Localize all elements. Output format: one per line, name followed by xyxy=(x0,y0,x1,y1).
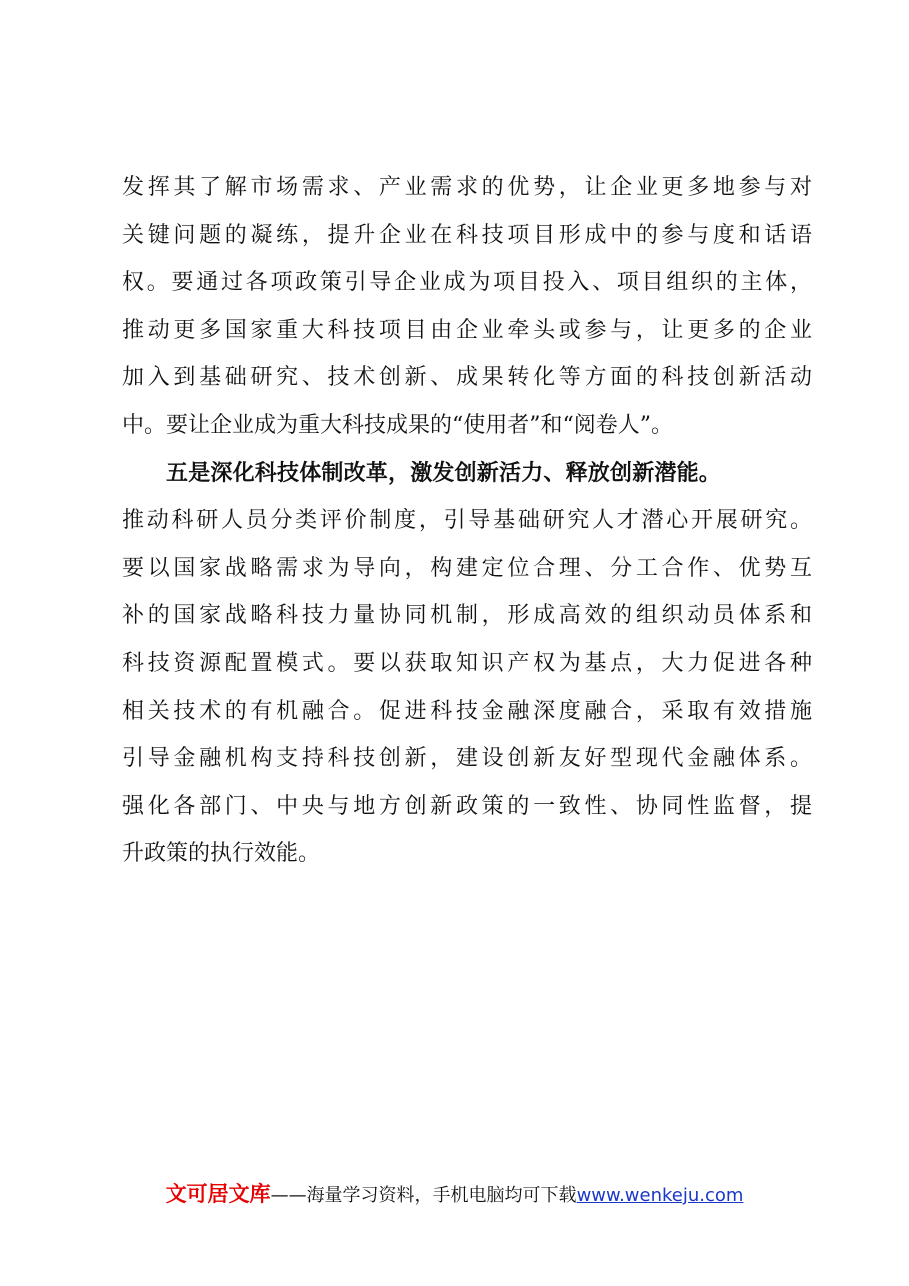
text-line: 升政策的执行效能。 xyxy=(122,841,321,867)
footer-tagline: ——海量学习资料，手机电脑均可下载 xyxy=(270,1185,577,1206)
text-line: 补的国家战略科技力量协同机制，形成高效的组织动员体系和 xyxy=(122,603,812,629)
text-line: 关键问题的凝练，提升企业在科技项目形成中的参与度和话语 xyxy=(122,222,812,248)
text-line: 要以国家战略需求为导向，构建定位合理、分工合作、优势互 xyxy=(122,555,812,581)
text-line: 发挥其了解市场需求、产业需求的优势，让企业更多地参与对 xyxy=(122,175,812,200)
text-line: 引导金融机构支持科技创新，建设创新友好型现代金融体系。 xyxy=(122,746,812,772)
text-line: 权。要通过各项政策引导企业成为项目投入、项目组织的主体， xyxy=(122,270,812,296)
text-line: 强化各部门、中央与地方创新政策的一致性、协同性监督，提 xyxy=(122,793,812,819)
footer-brand: 文可居文库 xyxy=(165,1182,271,1206)
text-line: 推动科研人员分类评价制度，引导基础研究人才潜心开展研究。 xyxy=(122,508,812,534)
footer-site-link[interactable]: www.wenkeju.com xyxy=(576,1185,744,1206)
text-line: 相关技术的有机融合。促进科技金融深度融合，采取有效措施 xyxy=(122,698,812,724)
text-line: 推动更多国家重大科技项目由企业牵头或参与，让更多的企业 xyxy=(122,317,812,343)
document-body xyxy=(122,164,812,878)
text-line: 加入到基础研究、技术创新、成果转化等方面的科技创新活动 xyxy=(122,365,812,391)
text-line: 中。要让企业成为重大科技成果的“使用者”和“阅卷人”。 xyxy=(122,412,673,438)
text-line: 科技资源配置模式。要以获取知识产权为基点，大力促进各种 xyxy=(122,650,812,676)
section-heading: 五是深化科技体制改革，激发创新活力、释放创新潜能。 xyxy=(166,460,722,486)
footer-banner xyxy=(0,1180,909,1210)
